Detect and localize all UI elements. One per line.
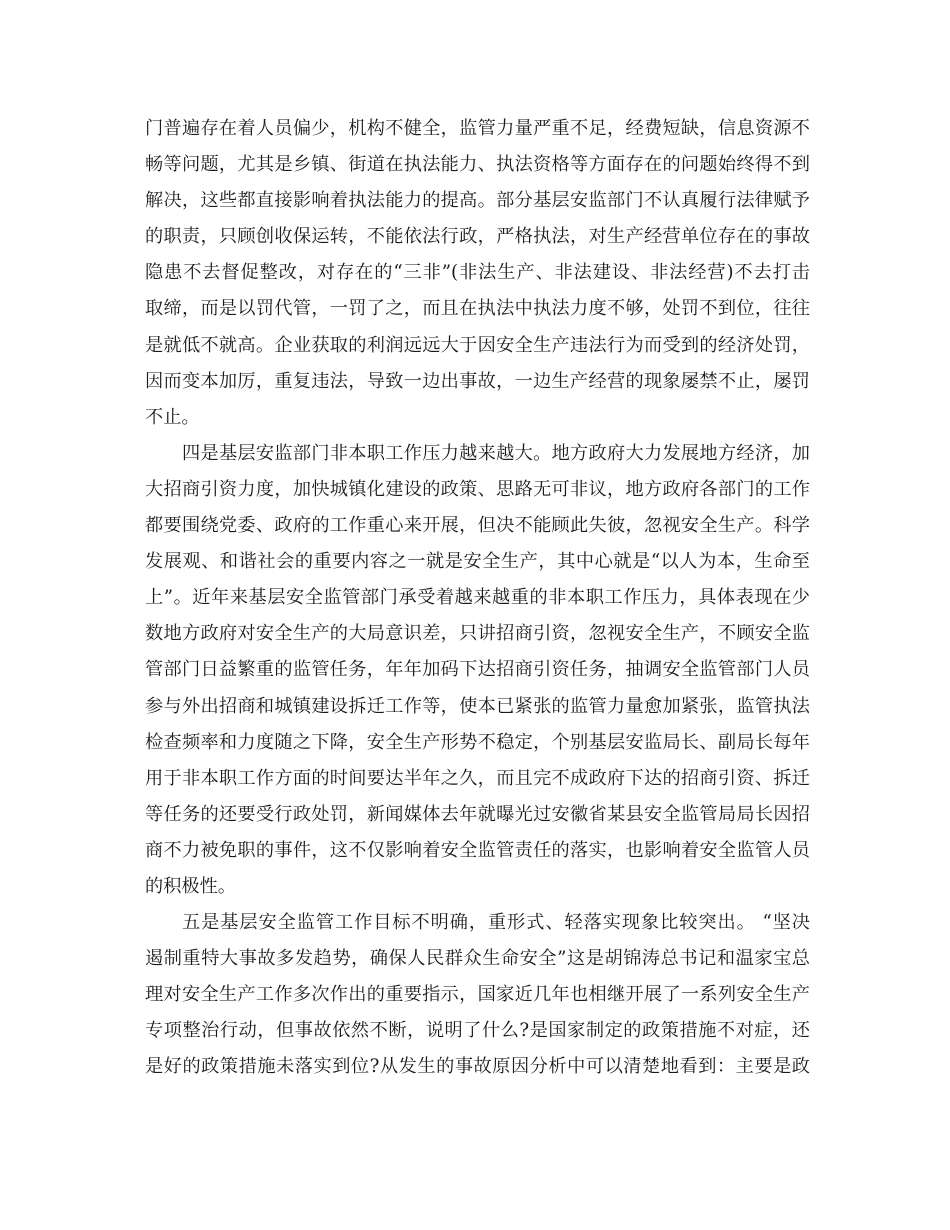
paragraph-line: 理对安全生产工作多次作出的重要指示，国家近几年也相继开展了一系列安全生产: [145, 984, 810, 1006]
paragraph-line: 解决，这些都直接影响着执法能力的提高。部分基层安监部门不认真履行法律赋予: [145, 190, 810, 212]
paragraph-line: 畅等问题，尤其是乡镇、街道在执法能力、执法资格等方面存在的问题始终得不到: [145, 154, 810, 176]
paragraph-line: 大招商引资力度，加快城镇化建设的政策、思路无可非议，地方政府各部门的工作: [145, 478, 810, 500]
paragraph-line: 是就低不就高。企业获取的利润远远大于因安全生产违法行为而受到的经济处罚，: [145, 334, 810, 356]
paragraph-line: 遏制重特大事故多发趋势，确保人民群众生命安全”这是胡锦涛总书记和温家宝总: [145, 948, 810, 970]
paragraph-line: 的积极性。: [145, 875, 236, 897]
paragraph-line: 不止。: [145, 406, 200, 428]
document-body: [145, 111, 810, 1086]
paragraph-line: 隐患不去督促整改，对存在的“三非”(非法生产、非法建设、非法经营)不去打击: [145, 262, 810, 284]
paragraph-line: 检查频率和力度随之下降，安全生产形势不稳定，个别基层安监局长、副局长每年: [145, 731, 810, 753]
paragraph-line: 发展观、和谐社会的重要内容之一就是安全生产，其中心就是“以人为本，生命至: [145, 551, 810, 573]
paragraph-line: 上”。近年来基层安全监管部门承受着越来越重的非本职工作压力，具体表现在少: [145, 587, 810, 609]
paragraph-line: 门普遍存在着人员偏少，机构不健全，监管力量严重不足，经费短缺，信息资源不: [145, 118, 810, 139]
paragraph-line: 取缔，而是以罚代管，一罚了之，而且在执法中执法力度不够，处罚不到位，往往: [145, 298, 810, 320]
paragraph-line: 因而变本加厉，重复违法，导致一边出事故，一边生产经营的现象屡禁不止，屡罚: [145, 370, 810, 392]
paragraph-line: 的职责，只顾创收保运转，不能依法行政，严格执法，对生产经营单位存在的事故: [145, 226, 810, 248]
paragraph-line: 四是基层安监部门非本职工作压力越来越大。地方政府大力发展地方经济，加: [182, 442, 810, 464]
paragraph-line: 用于非本职工作方面的时间要达半年之久，而且完不成政府下达的招商引资、拆迁: [145, 767, 810, 789]
paragraph-line: 管部门日益繁重的监管任务，年年加码下达招商引资任务，抽调安全监管部门人员: [145, 659, 810, 681]
paragraph-line: 商不力被免职的事件，这不仅影响着安全监管责任的落实，也影响着安全监管人员: [145, 839, 810, 861]
paragraph-line: 等任务的还要受行政处罚，新闻媒体去年就曝光过安徽省某县安全监管局局长因招: [145, 803, 810, 825]
paragraph-line: 五是基层安全监管工作目标不明确，重形式、轻落实现象比较突出。 “坚决: [182, 912, 810, 934]
paragraph-line: 是好的政策措施未落实到位?从发生的事故原因分析中可以清楚地看到：主要是政: [145, 1056, 810, 1078]
paragraph-line: 数地方政府对安全生产的大局意识差，只讲招商引资，忽视安全生产，不顾安全监: [145, 623, 810, 645]
paragraph-line: 参与外出招商和城镇建设拆迁工作等，使本已紧张的监管力量愈加紧张，监管执法: [145, 695, 810, 717]
paragraph-line: 专项整治行动，但事故依然不断，说明了什么?是国家制定的政策措施不对症，还: [145, 1020, 810, 1042]
paragraph-line: 都要围绕党委、政府的工作重心来开展，但决不能顾此失彼，忽视安全生产。科学: [145, 515, 810, 537]
